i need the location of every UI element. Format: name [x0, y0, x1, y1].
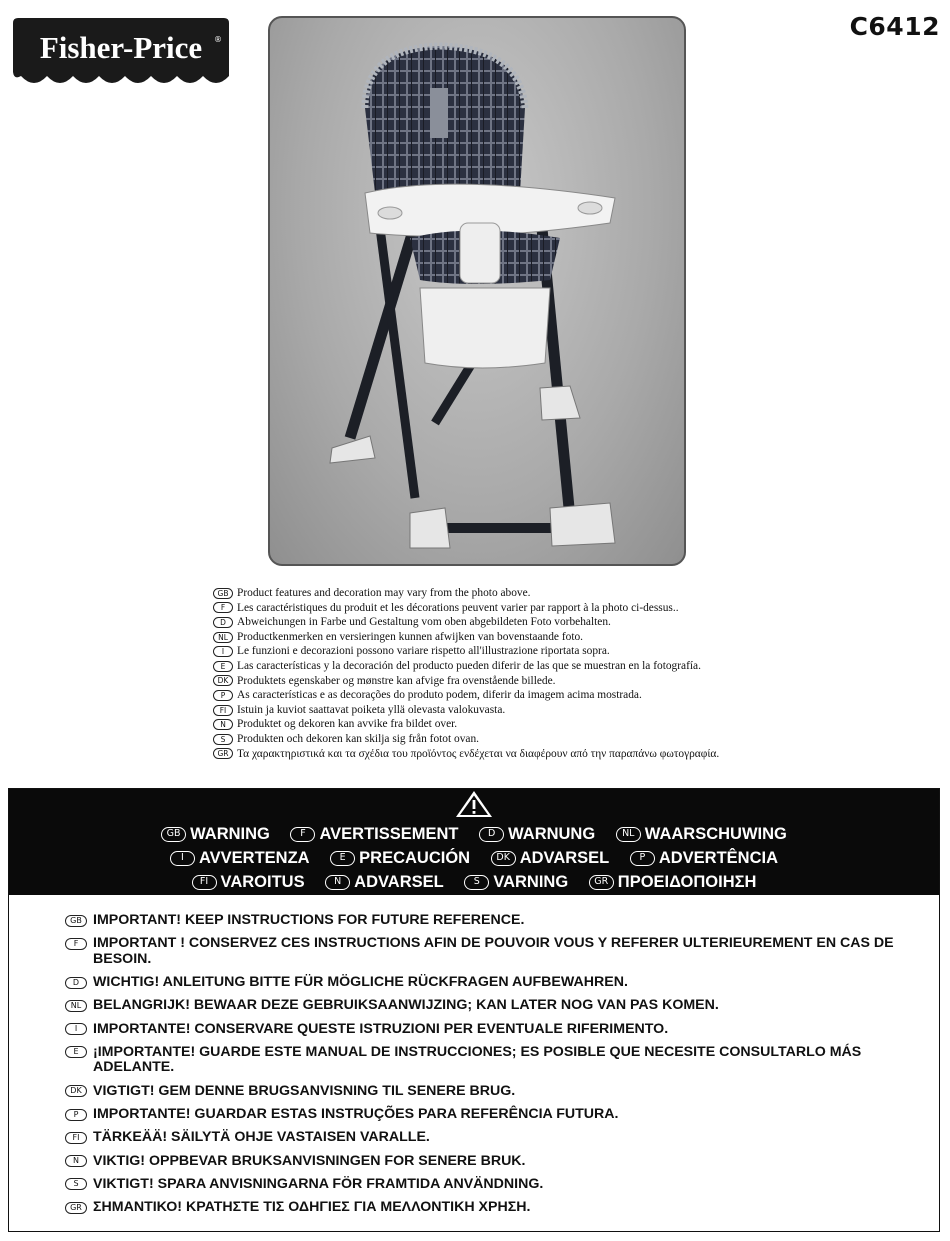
list-item: D Abweichungen in Farbe und Gestaltung vom oben abgebildeten Foto vorbehalten.	[213, 615, 853, 630]
warning-row	[9, 846, 939, 868]
list-item: I IMPORTANTE! CONSERVARE QUESTE ISTRUZIONI PER EVENTUALE RIFERIMENTO.	[65, 1022, 905, 1038]
list-item: GB IMPORTANT! KEEP INSTRUCTIONS FOR FUTURE REFERENCE.	[65, 913, 905, 929]
language-badge: I	[170, 851, 195, 866]
language-badge: S	[65, 1178, 87, 1190]
language-badge: FI	[65, 1132, 87, 1144]
language-badge: DK	[491, 851, 516, 866]
language-badge: F	[290, 827, 315, 842]
list-item: NL Productkenmerken en versieringen kunnen afwijken van bovenstaande foto.	[213, 630, 853, 645]
list-item: E ¡IMPORTANTE! GUARDE ESTE MANUAL DE INSTRUCCIONES; ES POSIBLE QUE NECESITE CONSULTARLO MÁS ADELANTE.	[65, 1045, 905, 1076]
warning-row	[9, 822, 939, 844]
warning-triangle-icon	[454, 789, 494, 819]
warning-label: WAARSCHUWING	[644, 825, 787, 843]
language-badge: P	[630, 851, 655, 866]
language-badge: F	[65, 938, 87, 950]
language-badge: FI	[192, 875, 217, 890]
language-badge: P	[65, 1109, 87, 1121]
list-item: P As características e as decorações do produto podem, diferir da imagem acima mostrada.	[213, 688, 853, 703]
language-badge: FI	[213, 705, 233, 716]
list-item: E Las características y la decoración del producto pueden diferir de las que se muestran en la fotografía.	[213, 659, 853, 674]
language-badge: N	[65, 1155, 87, 1167]
list-item: S VIKTIGT! SPARA ANVISNINGARNA FÖR FRAMTIDA ANVÄNDNING.	[65, 1177, 905, 1193]
warning-label: AVERTISSEMENT	[319, 825, 459, 843]
language-badge: D	[213, 617, 233, 628]
high-chair-icon	[270, 18, 684, 564]
language-badge: D	[65, 977, 87, 989]
product-photo	[268, 16, 686, 566]
language-badge: N	[325, 875, 350, 890]
list-item: FI Istuin ja kuviot saattavat poiketa yllä olevasta valokuvasta.	[213, 703, 853, 718]
warning-label: WARNING	[190, 825, 270, 843]
language-badge: E	[213, 661, 233, 672]
list-item: N VIKTIG! OPPBEVAR BRUKSANVISNINGEN FOR SENERE BRUK.	[65, 1154, 905, 1170]
list-item: DK Produktets egenskaber og mønstre kan afvige fra ovenstående billede.	[213, 674, 853, 689]
list-item: F IMPORTANT ! CONSERVEZ CES INSTRUCTIONS AFIN DE POUVOIR VOUS Y REFERER ULTERIEUREMENT EN CAS DE BESOIN.	[65, 936, 905, 967]
warning-header	[9, 789, 939, 895]
language-badge: I	[65, 1023, 87, 1035]
language-badge: D	[479, 827, 504, 842]
language-badge: S	[213, 734, 233, 745]
warning-label: VARNING	[493, 873, 569, 891]
warning-row	[9, 870, 939, 892]
warning-label: VAROITUS	[220, 873, 305, 891]
language-badge: E	[65, 1046, 87, 1058]
brand-name: Fisher-Price	[39, 30, 203, 65]
list-item: NL BELANGRIJK! BEWAAR DEZE GEBRUIKSAANWIJZING; KAN LATER NOG VAN PAS KOMEN.	[65, 998, 905, 1014]
language-badge: GB	[161, 827, 186, 842]
warning-label: WARNUNG	[508, 825, 596, 843]
language-badge: DK	[213, 675, 233, 686]
warning-label: ΠΡΟΕΙΔΟΠΟΙΗΣΗ	[617, 873, 757, 891]
registered-mark: ®	[214, 35, 222, 44]
language-badge: N	[213, 719, 233, 730]
list-item: GR Τα χαρακτηριστικά και τα σχέδια του προϊόντος ενδέχεται να διαφέρουν από την παραπάνω φωτογραφία.	[213, 747, 853, 762]
list-item: P IMPORTANTE! GUARDAR ESTAS INSTRUÇÕES PARA REFERÊNCIA FUTURA.	[65, 1107, 905, 1123]
language-badge: NL	[65, 1000, 87, 1012]
list-item: GR ΣΗΜΑΝΤΙΚΟ! ΚΡΑΤΗΣΤΕ ΤΙΣ ΟΔΗΓΙΕΣ ΓΙΑ ΜΕΛΛΟΝΤΙΚΗ ΧΡΗΣΗ.	[65, 1200, 905, 1216]
list-item: GB Product features and decoration may vary from the photo above.	[213, 586, 853, 601]
list-item: DK VIGTIGT! GEM DENNE BRUGSANVISNING TIL SENERE BRUG.	[65, 1084, 905, 1100]
model-number: C6412	[849, 12, 940, 41]
brand-logo	[10, 14, 232, 86]
language-badge: I	[213, 646, 233, 657]
important-notice-list	[65, 913, 905, 1224]
language-badge: NL	[213, 632, 233, 643]
list-item: FI TÄRKEÄÄ! SÄILYTÄ OHJE VASTAISEN VARALLE.	[65, 1130, 905, 1146]
language-badge: NL	[616, 827, 641, 842]
warning-label: ADVARSEL	[354, 873, 444, 891]
warning-label: ADVARSEL	[519, 849, 610, 867]
list-item: D WICHTIG! ANLEITUNG BITTE FÜR MÖGLICHE RÜCKFRAGEN AUFBEWAHREN.	[65, 975, 905, 991]
list-item: I Le funzioni e decorazioni possono variare rispetto all'illustrazione riportata sopra.	[213, 644, 853, 659]
warning-label: PRECAUCIÓN	[359, 849, 471, 867]
language-badge: DK	[65, 1085, 87, 1097]
language-badge: GR	[213, 748, 233, 759]
list-item: N Produktet og dekoren kan avvike fra bildet over.	[213, 717, 853, 732]
photo-disclaimer-list	[213, 586, 853, 761]
language-badge: S	[464, 875, 489, 890]
warning-box	[8, 788, 940, 1232]
warning-label: AVVERTENZA	[198, 849, 310, 867]
language-badge: GR	[65, 1202, 87, 1214]
list-item: S Produkten och dekoren kan skilja sig från fotot ovan.	[213, 732, 853, 747]
language-badge: GB	[65, 915, 87, 927]
warning-label: ADVERTÊNCIA	[658, 849, 779, 867]
language-badge: F	[213, 602, 233, 613]
language-badge: GR	[589, 875, 614, 890]
language-badge: GB	[213, 588, 233, 599]
list-item: F Les caractéristiques du produit et les décorations peuvent varier par rapport à la photo ci-dessus..	[213, 601, 853, 616]
language-badge: P	[213, 690, 233, 701]
language-badge: E	[330, 851, 355, 866]
